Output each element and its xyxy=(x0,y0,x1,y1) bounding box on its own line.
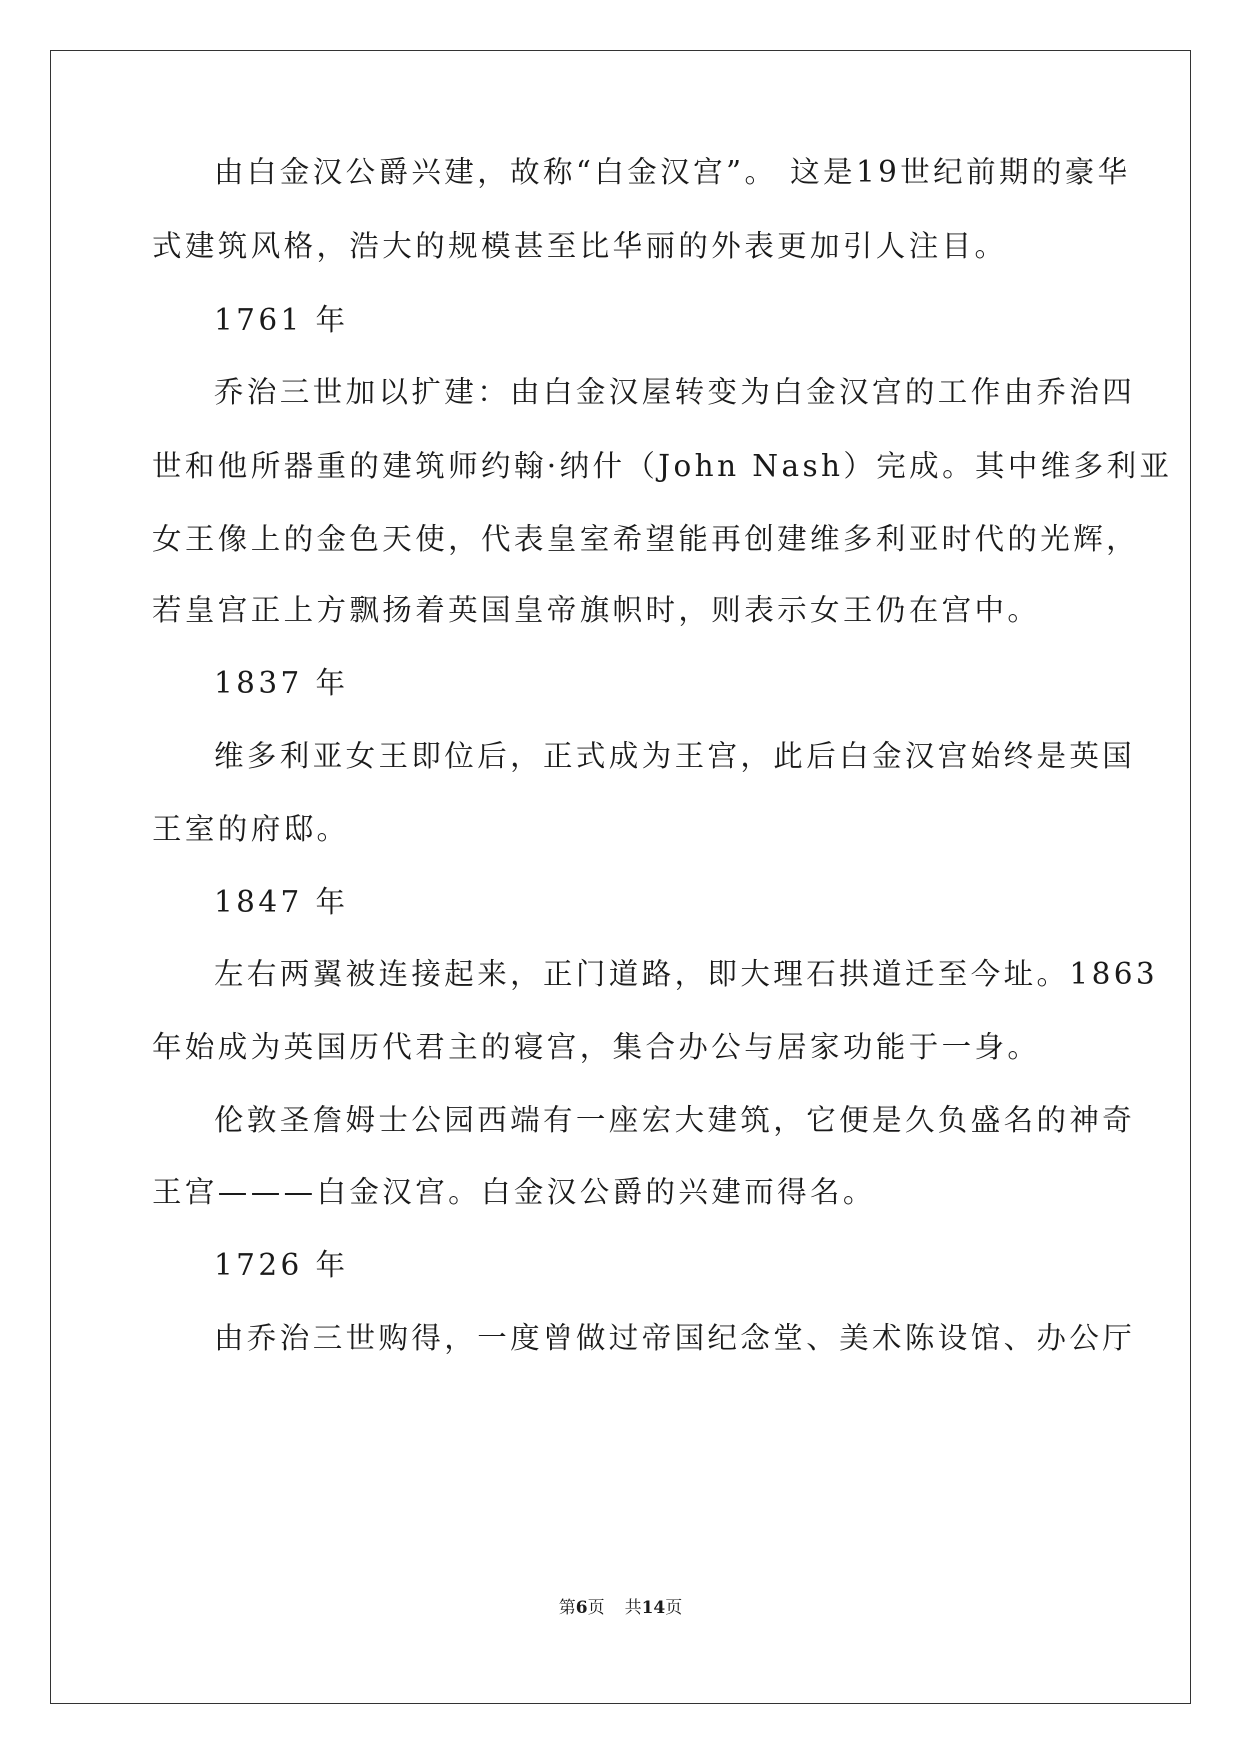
year-heading-1847: 1847 年 xyxy=(214,885,349,919)
text-line-9: 维多利亚女王即位后，正式成为王宫，此后白金汉宫始终是英国 xyxy=(214,739,1136,773)
footer-prefix-page: 第 xyxy=(558,1598,576,1618)
year-heading-1837: 1837 年 xyxy=(214,666,349,700)
footer-total-pages: 14 xyxy=(641,1598,666,1618)
text-line-14: 伦敦圣詹姆士公园西端有一座宏大建筑，它便是久负盛名的神奇 xyxy=(214,1103,1136,1137)
footer-page-number: 6 xyxy=(575,1598,588,1618)
year-heading-1761: 1761 年 xyxy=(214,303,349,337)
text-line-4: 乔治三世加以扩建：由白金汉屋转变为白金汉宫的工作由乔治四 xyxy=(214,375,1136,409)
text-line-2: 式建筑风格，浩大的规模甚至比华丽的外表更加引人注目。 xyxy=(152,229,1008,263)
footer-suffix-page: 页 xyxy=(587,1598,605,1618)
footer-suffix-total: 页 xyxy=(665,1598,683,1618)
text-line-5: 世和他所器重的建筑师约翰·纳什（John Nash）完成。其中维多利亚 xyxy=(152,449,1173,483)
page-footer xyxy=(0,1597,1241,1619)
footer-prefix-total: 共 xyxy=(624,1598,642,1618)
text-line-12: 左右两翼被连接起来，正门道路，即大理石拱道迁至今址。1863 xyxy=(214,957,1159,991)
text-line-13: 年始成为英国历代君主的寝宫，集合办公与居家功能于一身。 xyxy=(152,1030,1041,1064)
text-line-1: 由白金汉公爵兴建，故称“白金汉宫”。 这是19世纪前期的豪华 xyxy=(214,155,1131,189)
page-border xyxy=(50,50,1191,1704)
text-line-15: 王宫———白金汉宫。白金汉公爵的兴建而得名。 xyxy=(152,1175,876,1209)
text-line-6: 女王像上的金色天使，代表皇室希望能再创建维多利亚时代的光辉， xyxy=(152,522,1140,556)
text-line-7: 若皇宫正上方飘扬着英国皇帝旗帜时，则表示女王仍在宫中。 xyxy=(152,593,1041,627)
text-line-10: 王室的府邸。 xyxy=(152,812,350,846)
year-heading-1726: 1726 年 xyxy=(214,1248,349,1282)
text-line-17: 由乔治三世购得，一度曾做过帝国纪念堂、美术陈设馆、办公厅 xyxy=(214,1321,1136,1355)
